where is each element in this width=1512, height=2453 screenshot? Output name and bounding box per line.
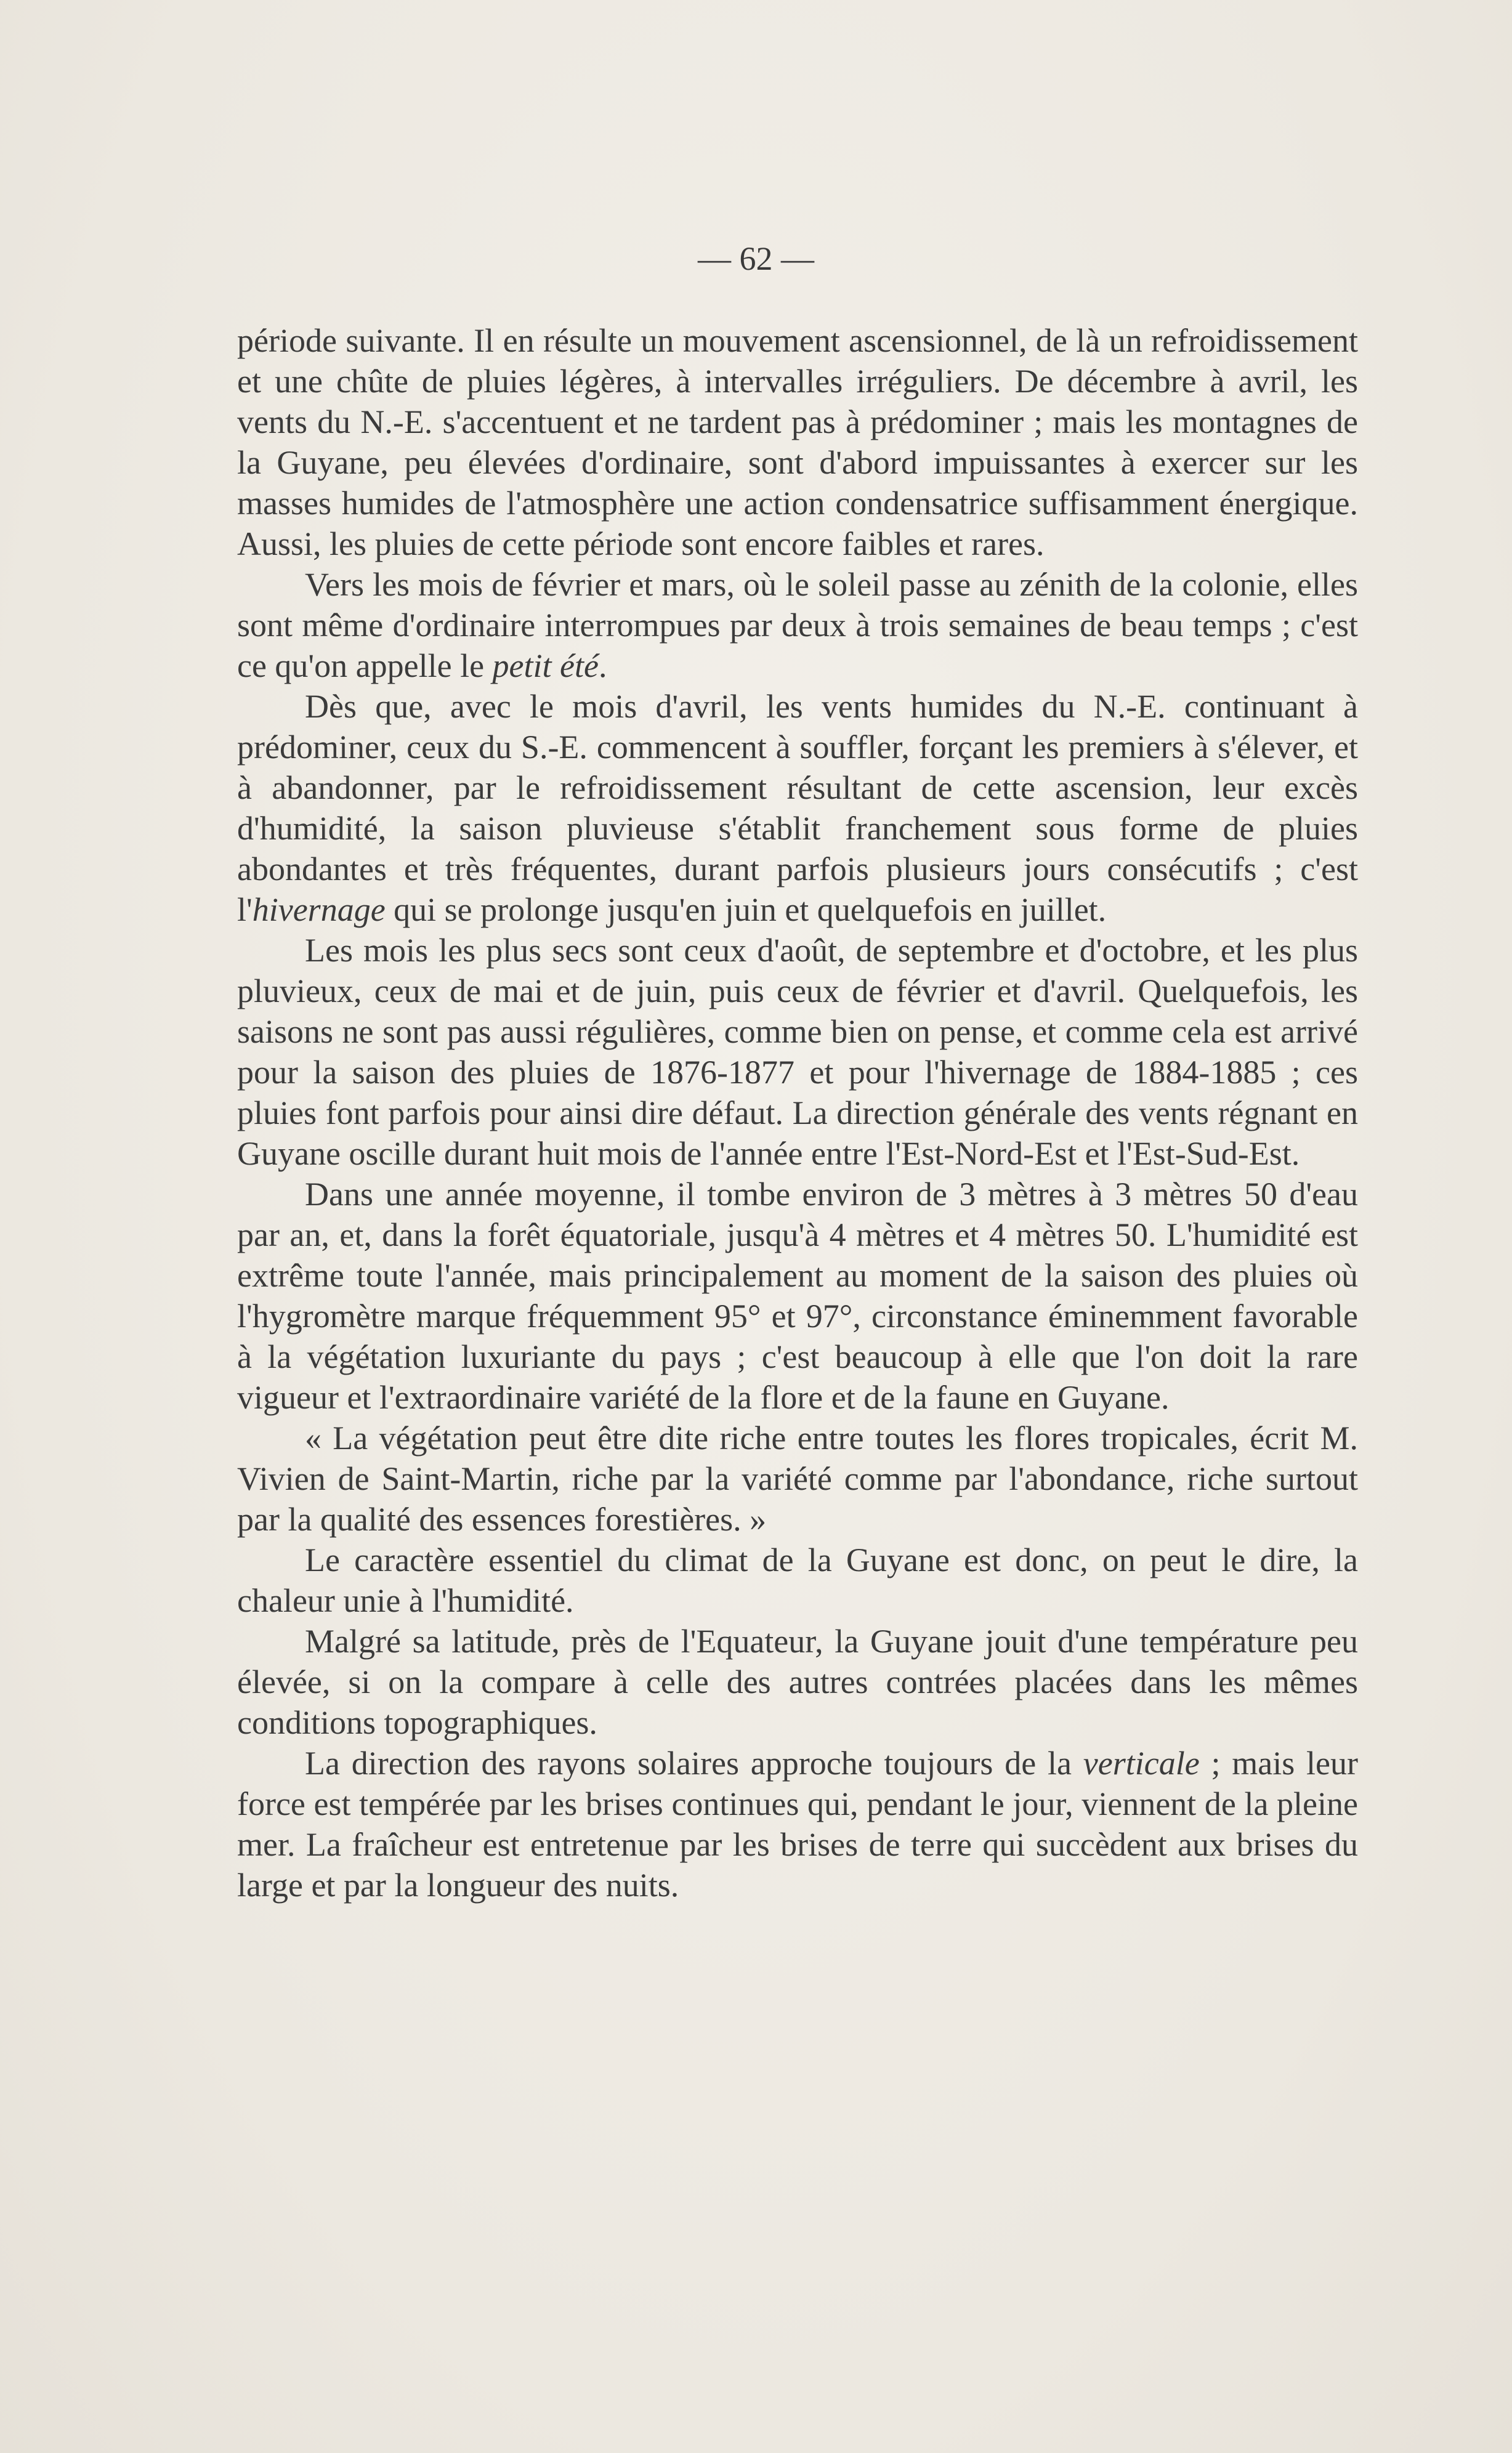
italic-term-petit-ete: petit été: [492, 647, 599, 684]
paragraph-text: Le caractère essentiel du climat de la Guyane est donc, on peut le dire, la chaleur unie à l'humidité.: [237, 1542, 1358, 1619]
paragraph-text: Dans une année moyenne, il tombe environ de 3 mètres à 3 mètres 50 d'eau par an, et, dans la forêt équatoriale, jusqu'à 4 mètres et 4 mètres 50. L'humidité est extrême toute l'année, mais principalement au moment de la saison des pluies où l'hygromètre marque fréquemment 95° et 97°, circonstance éminemment favorable à la végétation luxuriante du pays ; c'est beaucoup à elle que l'on doit la rare vigueur et l'extraordinaire variété de la flore et de la faune en Guyane.: [237, 1176, 1358, 1416]
paragraph-text: « La végétation peut être dite riche entre toutes les flores tropicales, écrit M. Vivien de Saint-Martin, riche par la variété comme par l'abondance, riche surtout par la qualité des essences forestières. »: [237, 1420, 1358, 1538]
paragraph-text: La direction des rayons solaires approche toujours de la: [305, 1745, 1083, 1782]
paragraph-text: Dès que, avec le mois d'avril, les vents humides du N.-E. continuant à prédominer, ceux du S.-E. commencent à souffler, forçant les premiers à s'élever, et à abandonner, par le refroidissement résultant de cette ascension, leur excès d'humidité, la saison pluvieuse s'établit franchement sous forme de pluies abondantes et très fréquentes, durant parfois plusieurs jours consécutifs ; c'est l': [237, 688, 1358, 928]
paragraph-4: [237, 930, 1358, 1174]
body-text: [237, 320, 1358, 1905]
italic-term-verticale: verticale: [1083, 1745, 1200, 1782]
paragraph-7: [237, 1540, 1358, 1621]
paragraph-text: période suivante. Il en résulte un mouvement ascensionnel, de là un refroidissement et une chûte de pluies légères, à intervalles irréguliers. De décembre à avril, les vents du N.-E. s'accentuent et ne tardent pas à prédominer ; mais les montagnes de la Guyane, peu élevées d'ordinaire, sont d'abord impuissantes à exercer sur les masses humides de l'atmosphère une action condensatrice suffisamment énergique. Aussi, les pluies de cette période sont encore faibles et rares.: [237, 322, 1358, 562]
paragraph-2: [237, 564, 1358, 686]
paragraph-text: ; mais leur force est tempérée par les brises continues qui, pendant le jour, viennent de la pleine mer. La fraîcheur est entretenue par les brises de terre qui succèdent aux brises du large et par la longueur des nuits.: [237, 1745, 1358, 1904]
paragraph-text: .: [598, 647, 607, 684]
paragraph-3: [237, 686, 1358, 930]
paragraph-5: [237, 1174, 1358, 1418]
page-number: — 62 —: [698, 240, 814, 277]
paragraph-6-quotation: [237, 1418, 1358, 1540]
paragraph-text: Malgré sa latitude, près de l'Equateur, la Guyane jouit d'une température peu élevée, si on la compare à celle des autres contrées placées dans les mêmes conditions topographiques.: [237, 1623, 1358, 1741]
paragraph-1: [237, 320, 1358, 564]
italic-term-hivernage: hivernage: [252, 891, 386, 928]
paragraph-text: Vers les mois de février et mars, où le soleil passe au zénith de la colonie, elles sont même d'ordinaire interrompues par deux à trois semaines de beau temps ; c'est ce qu'on appelle le: [237, 566, 1358, 684]
paragraph-8: [237, 1621, 1358, 1743]
paragraph-9: [237, 1743, 1358, 1905]
paragraph-text: Les mois les plus secs sont ceux d'août, de septembre et d'octobre, et les plus pluvieux, ceux de mai et de juin, puis ceux de février et d'avril. Quelquefois, les saisons ne sont pas aussi régulières, comme bien on pense, et comme cela est arrivé pour la saison des pluies de 1876-1877 et pour l'hivernage de 1884-1885 ; ces pluies font parfois pour ainsi dire défaut. La direction générale des vents régnant en Guyane oscille durant huit mois de l'année entre l'Est-Nord-Est et l'Est-Sud-Est.: [237, 932, 1358, 1172]
paragraph-text: qui se prolonge jusqu'en juin et quelquefois en juillet.: [385, 891, 1107, 928]
